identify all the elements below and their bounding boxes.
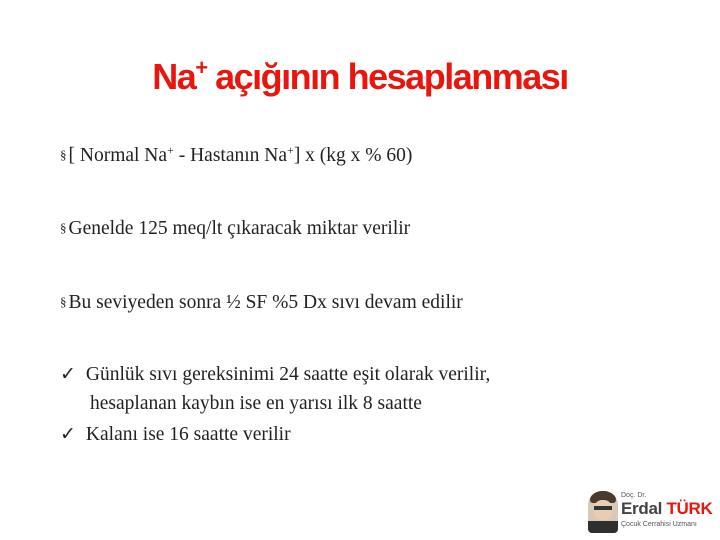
logo-name-last: TÜRK bbox=[666, 499, 713, 518]
bullet-marker: § bbox=[60, 220, 67, 235]
bullet-text: Bu seviyeden sonra ½ SF %5 Dx sıvı devam edilir bbox=[68, 292, 463, 313]
check-item-daily bbox=[60, 363, 490, 386]
formula-part-b: - Hastanın Na bbox=[173, 145, 288, 166]
logo-specialty: Çocuk Cerrahisi Uzmanı bbox=[621, 521, 697, 528]
author-photo bbox=[588, 491, 618, 533]
check-text: Günlük sıvı gereksinimi 24 saatte eşit olarak verilir, bbox=[85, 364, 491, 385]
bullet-formula bbox=[60, 145, 412, 167]
check-item-remaining bbox=[60, 423, 291, 446]
check-text-continued: hesaplanan kaybın ise en yarısı ilk 8 saatte bbox=[90, 393, 422, 414]
checkmark-icon: ✓ bbox=[60, 363, 76, 385]
bullet-text: Genelde 125 meq/lt çıkaracak miktar verilir bbox=[68, 218, 411, 239]
formula-sup-a: + bbox=[167, 143, 174, 157]
title-suffix: açığının hesaplanması bbox=[206, 56, 568, 97]
logo-name-first: Erdal bbox=[621, 499, 663, 518]
bullet-general bbox=[60, 218, 410, 240]
bullet-marker: § bbox=[60, 147, 67, 162]
bullet-marker: § bbox=[60, 294, 67, 309]
logo-name bbox=[621, 499, 712, 519]
formula-part-a: [ Normal Na bbox=[68, 145, 168, 166]
author-logo bbox=[588, 491, 716, 535]
checkmark-icon: ✓ bbox=[60, 423, 76, 445]
formula-sup-b: + bbox=[287, 143, 294, 157]
check-item-daily-continued bbox=[60, 393, 422, 415]
title-prefix: Na bbox=[152, 56, 196, 97]
logo-title: Doç. Dr. bbox=[621, 492, 647, 499]
slide-title bbox=[0, 56, 720, 98]
title-superscript: + bbox=[195, 55, 207, 80]
bullet-continuation bbox=[60, 292, 463, 314]
formula-part-c: ] x (kg x % 60) bbox=[293, 145, 413, 166]
check-text: Kalanı ise 16 saatte verilir bbox=[85, 424, 291, 445]
